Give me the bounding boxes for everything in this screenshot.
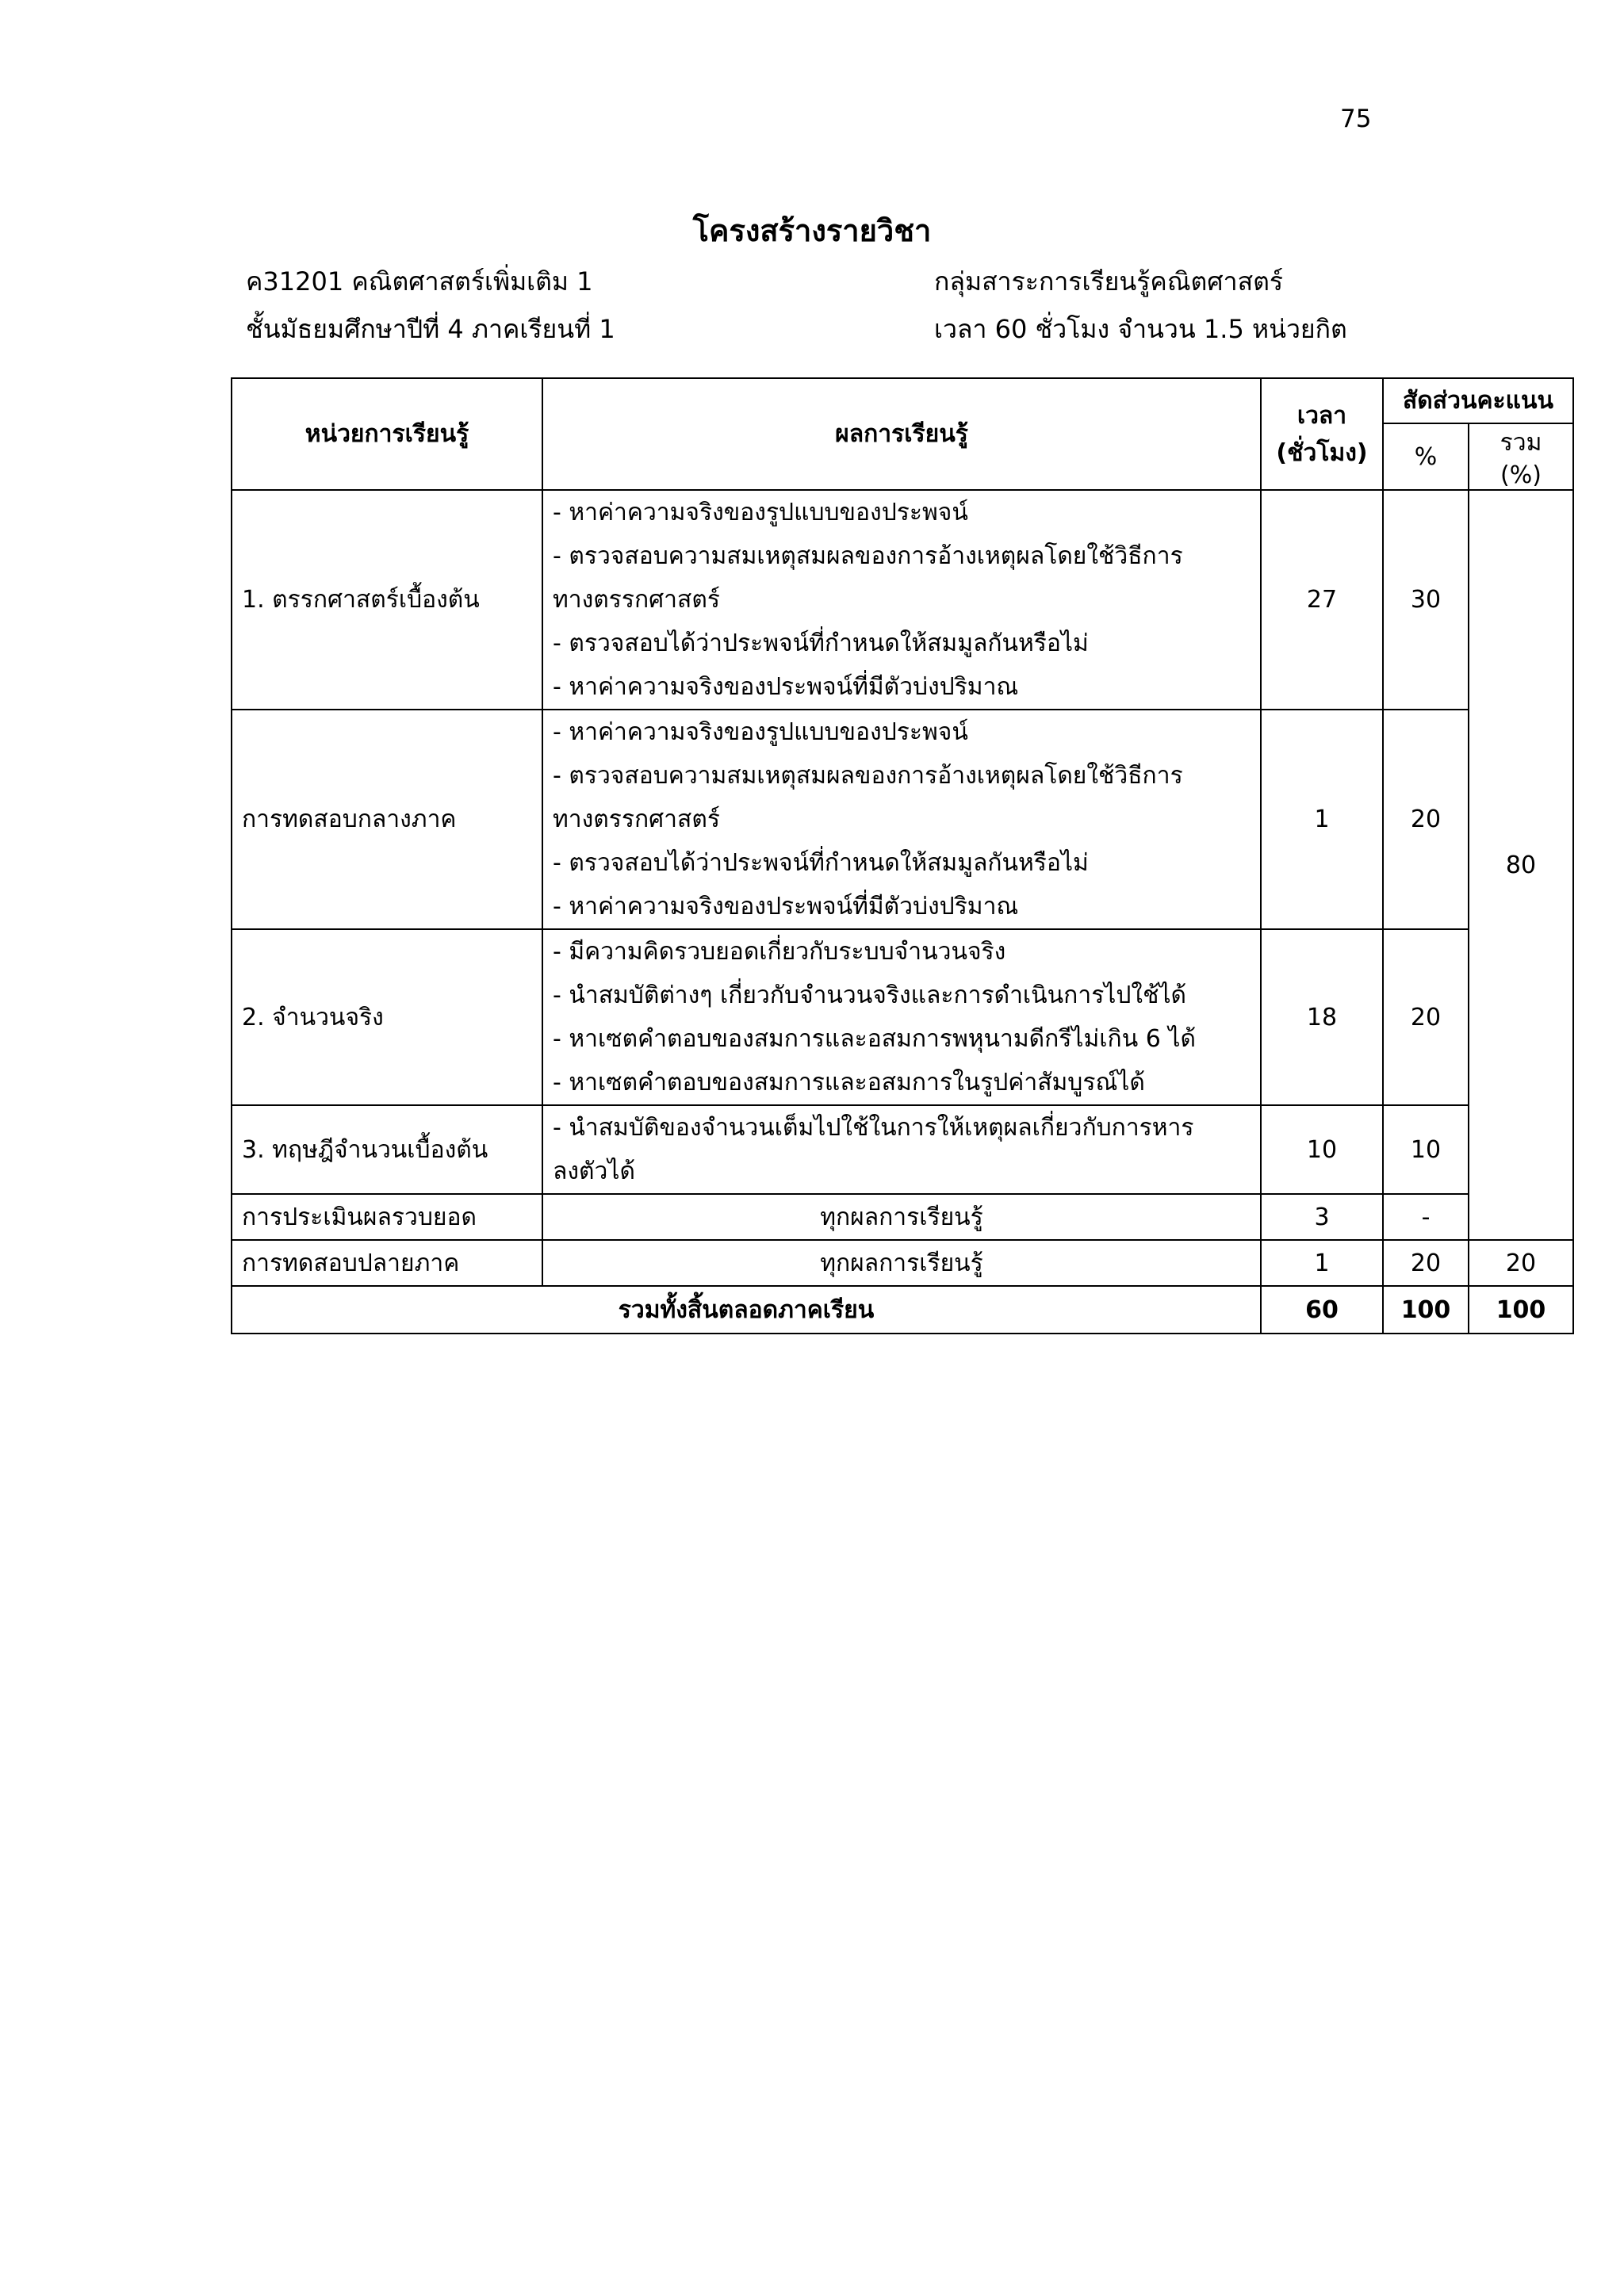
header-total-percent: รวม (%) xyxy=(1469,423,1573,490)
outcomes-cell: ทุกผลการเรียนรู้ xyxy=(542,1240,1261,1286)
total-row xyxy=(232,1286,1573,1334)
outcomes-cell xyxy=(542,710,1261,929)
outcome-line: - หาค่าความจริงของรูปแบบของประพจน์ xyxy=(553,499,968,526)
outcomes-cell: ทุกผลการเรียนรู้ xyxy=(542,1194,1261,1240)
outcome-line: - หาค่าความจริงของประพจน์ที่มีตัวบ่งปริมาณ xyxy=(553,673,1019,701)
header-score-ratio: สัดส่วนคะแนน xyxy=(1383,378,1573,423)
table-row xyxy=(232,1105,1573,1194)
unit-cell: 3. ทฤษฎีจำนวนเบื้องต้น xyxy=(232,1105,542,1194)
header-time-line1: เวลา xyxy=(1297,401,1347,430)
total-hours: 60 xyxy=(1261,1286,1383,1334)
header-time xyxy=(1261,378,1383,490)
outcomes-cell xyxy=(542,1105,1261,1194)
outcome-line: - ตรวจสอบความสมเหตุสมผลของการอ้างเหตุผลโดยใช้วิธีการ xyxy=(553,542,1183,570)
percent-cell: - xyxy=(1383,1194,1469,1240)
total-label: รวมทั้งสิ้นตลอดภาคเรียน xyxy=(232,1286,1261,1334)
outcome-line: - ตรวจสอบได้ว่าประพจน์ที่กำหนดให้สมมูลกันหรือไม่ xyxy=(553,629,1089,657)
header-percent: % xyxy=(1383,423,1469,490)
document-title: โครงสร้างรายวิชา xyxy=(692,213,932,248)
hours-cell: 27 xyxy=(1261,490,1383,710)
unit-cell: การทดสอบปลายภาค xyxy=(232,1240,542,1286)
percent-cell: 20 xyxy=(1383,929,1469,1105)
header-time-line2: (ชั่วโมง) xyxy=(1276,438,1368,467)
course-structure-table xyxy=(231,377,1574,1334)
outcome-line: - หาค่าความจริงของรูปแบบของประพจน์ xyxy=(553,718,968,746)
table-row xyxy=(232,929,1573,1105)
table-row xyxy=(232,1194,1573,1240)
unit-cell: 1. ตรรกศาสตร์เบื้องต้น xyxy=(232,490,542,710)
percent-cell: 20 xyxy=(1383,1240,1469,1286)
outcome-line: ทางตรรกศาสตร์ xyxy=(553,586,720,614)
hours-cell: 1 xyxy=(1261,710,1383,929)
table-row xyxy=(232,490,1573,710)
outcome-line: - มีความคิดรวบยอดเกี่ยวกับระบบจำนวนจริง xyxy=(553,938,1006,966)
outcomes-cell xyxy=(542,929,1261,1105)
hours-cell: 1 xyxy=(1261,1240,1383,1286)
total-percent: 100 xyxy=(1383,1286,1469,1334)
table-row xyxy=(232,710,1573,929)
course-code-name: ค31201 คณิตศาสตร์เพิ่มเติม 1 xyxy=(246,266,593,297)
merged-total-percent-cell: 80 xyxy=(1469,490,1573,1240)
percent-cell: 20 xyxy=(1383,710,1469,929)
page-number: 75 xyxy=(1340,105,1372,133)
outcome-line: - ตรวจสอบได้ว่าประพจน์ที่กำหนดให้สมมูลกันหรือไม่ xyxy=(553,849,1089,877)
outcome-line: ลงตัวได้ xyxy=(553,1158,635,1185)
header-unit: หน่วยการเรียนรู้ xyxy=(232,378,542,490)
percent-cell: 10 xyxy=(1383,1105,1469,1194)
course-hours-credits: เวลา 60 ชั่วโมง จำนวน 1.5 หน่วยกิต xyxy=(934,314,1347,344)
outcome-line: ทางตรรกศาสตร์ xyxy=(553,806,720,833)
outcome-line: - นำสมบัติต่างๆ เกี่ยวกับจำนวนจริงและการดำเนินการไปใช้ได้ xyxy=(553,982,1187,1009)
grade-level: ชั้นมัธยมศึกษาปีที่ 4 ภาคเรียนที่ 1 xyxy=(246,314,615,344)
grand-total-percent: 100 xyxy=(1469,1286,1573,1334)
unit-cell: การประเมินผลรวบยอด xyxy=(232,1194,542,1240)
percent-cell: 30 xyxy=(1383,490,1469,710)
outcomes-cell xyxy=(542,490,1261,710)
hours-cell: 10 xyxy=(1261,1105,1383,1194)
subject-group: กลุ่มสาระการเรียนรู้คณิตศาสตร์ xyxy=(934,266,1284,297)
table-row xyxy=(232,1240,1573,1286)
total-percent-cell: 20 xyxy=(1469,1240,1573,1286)
outcome-line: - ตรวจสอบความสมเหตุสมผลของการอ้างเหตุผลโดยใช้วิธีการ xyxy=(553,762,1183,790)
hours-cell: 18 xyxy=(1261,929,1383,1105)
outcome-line: - นำสมบัติของจำนวนเต็มไปใช้ในการให้เหตุผลเกี่ยวกับการหาร xyxy=(553,1114,1194,1142)
unit-cell: การทดสอบกลางภาค xyxy=(232,710,542,929)
unit-cell: 2. จำนวนจริง xyxy=(232,929,542,1105)
outcome-line: - หาเซตคำตอบของสมการและอสมการในรูปค่าสัมบูรณ์ได้ xyxy=(553,1069,1145,1096)
hours-cell: 3 xyxy=(1261,1194,1383,1240)
header-outcome: ผลการเรียนรู้ xyxy=(542,378,1261,490)
outcome-line: - หาเซตคำตอบของสมการและอสมการพหุนามดีกรีไม่เกิน 6 ได้ xyxy=(553,1025,1196,1053)
outcome-line: - หาค่าความจริงของประพจน์ที่มีตัวบ่งปริมาณ xyxy=(553,893,1019,920)
